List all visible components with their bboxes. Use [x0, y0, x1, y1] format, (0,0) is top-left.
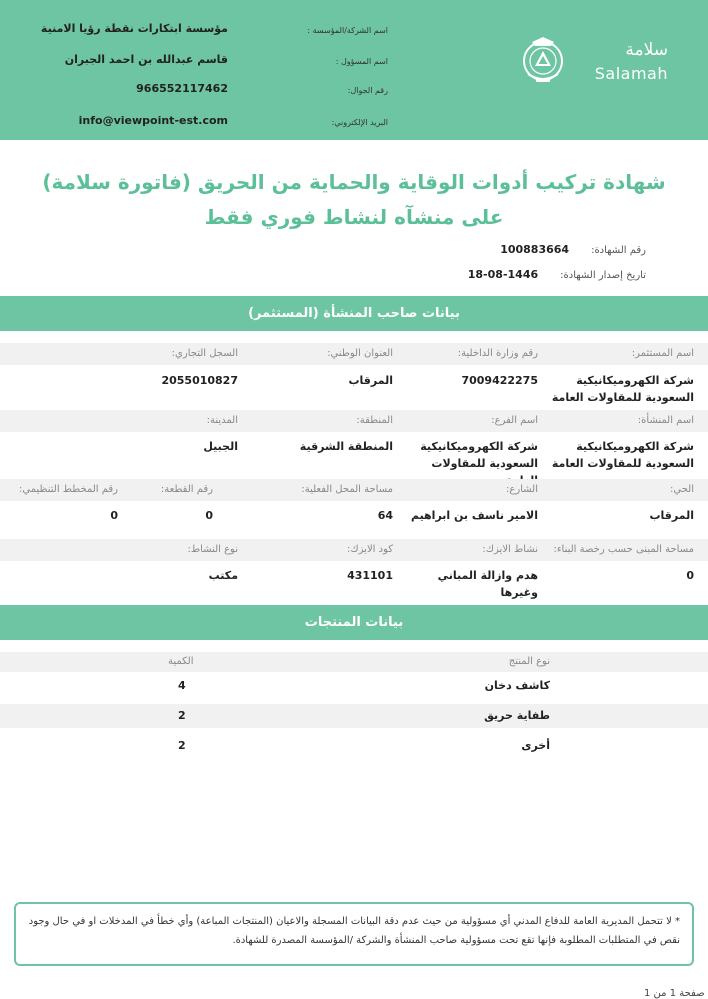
commercial-register-label: السجل التجاري: — [171, 348, 238, 359]
plot-number-label: رقم القطعة: — [160, 484, 213, 495]
header-row-company — [8, 22, 388, 42]
header-banner — [0, 0, 708, 140]
city-label: المدينة: — [206, 415, 238, 426]
street-value: الامير ناسف بن ابراهيم — [410, 509, 538, 522]
facility-section-title: بيانات صاحب المنشأة (المستثمر) — [0, 296, 708, 331]
company-name-value: مؤسسة ابتكارات نقطة رؤيا الامنية — [40, 22, 228, 35]
brand — [595, 40, 668, 85]
block4-label-row — [0, 539, 708, 561]
city-value: الجبيل — [203, 440, 238, 453]
manager-name-label: اسم المسؤول : — [335, 57, 388, 66]
product-type-cell: كاشف دخان — [484, 679, 550, 692]
scheme-number-value: 0 — [110, 509, 118, 522]
company-name-label: اسم الشركة/المؤسسة : — [307, 26, 388, 35]
building-area-label: مساحة المبنى حسب رخصة البناء: — [553, 544, 694, 555]
certificate-number-label: رقم الشهادة: — [591, 245, 646, 256]
products-header-row — [0, 652, 708, 672]
shop-area-label: مساحة المحل الفعلية: — [301, 484, 393, 495]
certificate-number-value: 100883664 — [500, 243, 570, 256]
products-section-title: بيانات المنتجات — [0, 605, 708, 640]
product-qty-cell: 2 — [178, 709, 186, 722]
certificate-date — [468, 268, 646, 281]
investor-name-value: شركة الكهروميكانيكية السعودية للمقاولات العامة — [551, 374, 694, 404]
district-label: الحي: — [670, 484, 694, 495]
moi-number-value: 7009422275 — [461, 374, 538, 387]
district-value: المرقاب — [649, 509, 694, 522]
street-label: الشارع: — [506, 484, 538, 495]
shop-area-value: 64 — [377, 509, 393, 522]
isic-code-value: 431101 — [347, 569, 393, 582]
civil-defense-emblem-icon — [518, 34, 568, 86]
product-type-header: نوع المنتج — [508, 656, 550, 667]
table-row — [0, 734, 708, 758]
block1-label-row — [0, 343, 708, 365]
certificate-number — [500, 243, 646, 256]
brand-name-arabic: سلامة — [625, 40, 668, 60]
isic-activity-value: هدم وازالة المباني وغيرها — [437, 569, 538, 599]
table-row — [0, 704, 708, 728]
email-value: info@viewpoint-est.com — [78, 114, 228, 127]
product-type-cell: أخرى — [521, 739, 550, 752]
isic-activity-label: نشاط الايزك: — [482, 544, 538, 555]
page-number: صفحة 1 من 1 — [644, 988, 705, 999]
certificate-date-label: تاريخ إصدار الشهادة: — [560, 270, 646, 281]
mobile-value: 966552117462 — [136, 82, 228, 95]
product-qty-cell: 2 — [178, 739, 186, 752]
manager-name-value: قاسم عبدالله بن احمد الجبران — [64, 53, 228, 66]
disclaimer-box: * لا تتحمل المديرية العامة للدفاع المدني أي مسؤولية من حيث عدم دقة البيانات المسجلة والاعيان (المنتجات المباعة) وأي خطأ في المدخلات او في حال وجود نقص في المتطلبات المطلوبة فإنها تقع تحت مسؤولية صاحب المنشأة والشركة /المؤسسة المصدرة للشهادة. — [14, 902, 694, 966]
region-value: المنطقة الشرقية — [299, 440, 393, 453]
national-address-label: العنوان الوطني: — [327, 348, 393, 359]
certificate-title-line1: شهادة تركيب أدوات الوقاية والحماية من الحريق (فاتورة سلامة) — [42, 170, 666, 194]
activity-type-label: نوع النشاط: — [187, 544, 238, 555]
header-row-mobile — [8, 82, 388, 102]
region-label: المنطقة: — [356, 415, 393, 426]
branch-name-value: شركة الكهروميكانيكية السعودية للمقاولات — [420, 440, 538, 470]
block2-label-row — [0, 410, 708, 432]
brand-name-english: Salamah — [594, 64, 668, 83]
building-area-value: 0 — [686, 569, 694, 582]
national-address-value: المرقاب — [348, 374, 393, 387]
header-row-email — [8, 114, 388, 134]
scheme-number-label: رقم المخطط التنظيمي: — [19, 484, 118, 495]
certificate-title-line2: على منشآه لنشاط فوري فقط — [204, 205, 504, 229]
block3-label-row — [0, 479, 708, 501]
facility-name-label: اسم المنشأة: — [637, 415, 694, 426]
mobile-label: رقم الجوال: — [347, 86, 388, 95]
header-row-manager — [8, 53, 388, 73]
product-qty-header: الكمية — [168, 656, 194, 667]
product-type-cell: طفاية حريق — [484, 709, 550, 722]
branch-name-label: اسم الفرع: — [491, 415, 538, 426]
facility-name-value: شركة الكهروميكانيكية السعودية للمقاولات العامة — [551, 440, 694, 470]
isic-code-label: كود الايزك: — [347, 544, 393, 555]
plot-number-value: 0 — [205, 509, 213, 522]
investor-name-label: اسم المستثمر: — [631, 348, 694, 359]
product-qty-cell: 4 — [178, 679, 186, 692]
email-label: البريد الإلكتروني: — [331, 118, 388, 127]
activity-type-value: مكتب — [208, 569, 238, 582]
commercial-register-value: 2055010827 — [161, 374, 238, 387]
moi-number-label: رقم وزارة الداخلية: — [457, 348, 538, 359]
certificate-date-value: 1446-08-18 — [467, 268, 539, 281]
table-row — [0, 674, 708, 698]
